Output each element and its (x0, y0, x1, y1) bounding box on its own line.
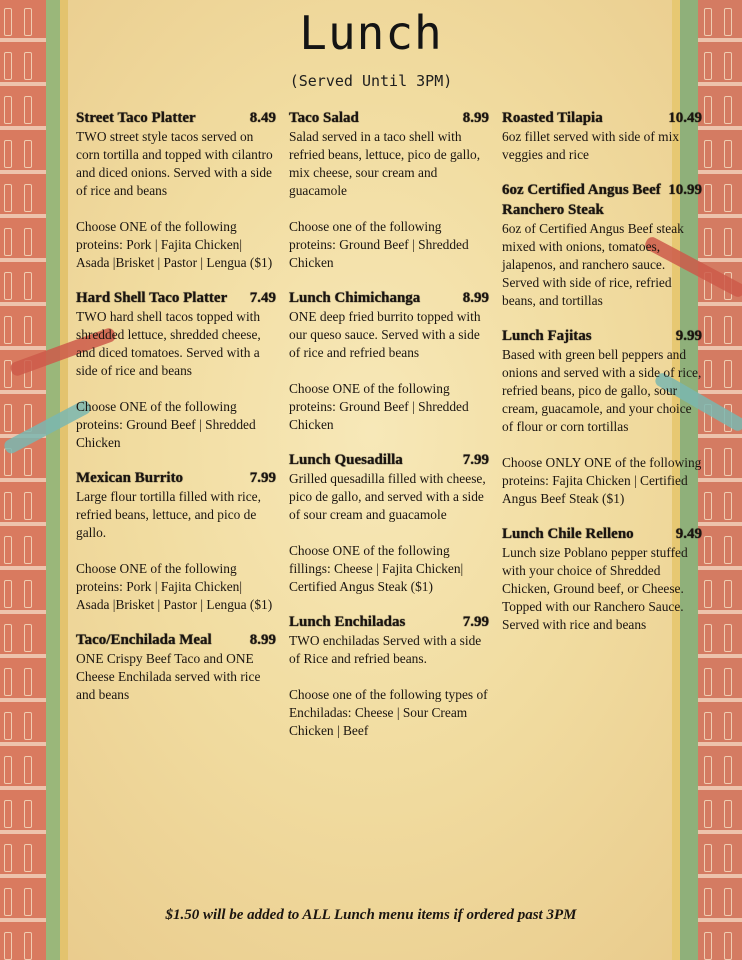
border-tick (724, 140, 732, 168)
border-bar (0, 126, 46, 130)
border-tick (4, 228, 12, 256)
menu-item-options: Choose one of the following proteins: Ground Beef | Shredded Chicken (289, 219, 469, 270)
border-tick (4, 844, 12, 872)
border-tick (4, 624, 12, 652)
menu-item-header (76, 468, 276, 488)
menu-item (289, 450, 489, 596)
menu-item-price: 8.99 (249, 632, 276, 648)
border-bar (0, 478, 46, 482)
border-tick (724, 448, 732, 476)
border-bar (698, 258, 742, 262)
menu-item-header (289, 612, 489, 632)
menu-item-options: Choose ONE of the following proteins: Ground Beef | Shredded Chicken (76, 399, 256, 450)
menu-item-price: 8.99 (462, 110, 489, 126)
border-tick (704, 756, 712, 784)
border-bar (698, 654, 742, 658)
menu-item (76, 468, 276, 614)
border-tick (24, 756, 32, 784)
border-bar (698, 786, 742, 790)
menu-item-price: 7.99 (249, 470, 276, 486)
border-tick (724, 844, 732, 872)
menu-item-description: Lunch size Poblano pepper stuffed with your choice of Shredded Chicken, Ground beef, or Cheese. Topped with our Ranchero Sauce. Served with rice and beans (502, 545, 688, 632)
page-subtitle: (Served Until 3PM) (289, 72, 453, 90)
menu-item-price: 8.99 (462, 290, 489, 306)
border-bar (0, 214, 46, 218)
left-green-stripe (46, 0, 60, 960)
border-tick (704, 668, 712, 696)
border-bar (0, 302, 46, 306)
border-tick (24, 580, 32, 608)
border-tick (724, 580, 732, 608)
menu-item (502, 326, 702, 508)
border-tick (704, 360, 712, 388)
menu-item (76, 288, 276, 452)
border-tick (724, 712, 732, 740)
border-bar (0, 522, 46, 526)
border-tick (4, 96, 12, 124)
menu-item-price: 9.49 (675, 526, 702, 542)
border-tick (24, 492, 32, 520)
border-tick (704, 536, 712, 564)
border-bar (0, 566, 46, 570)
border-tick (724, 228, 732, 256)
border-tick (704, 712, 712, 740)
border-bar (698, 742, 742, 746)
menu-item-name: Hard Shell Taco Platter (76, 290, 228, 306)
border-tick (704, 96, 712, 124)
page-title: Lunch (299, 6, 443, 60)
border-bar (698, 434, 742, 438)
border-tick (4, 536, 12, 564)
menu-column-3 (502, 108, 702, 650)
border-tick (724, 624, 732, 652)
menu-item-price: 9.99 (675, 328, 702, 344)
menu-item-name: 6oz Certified Angus Beef Ranchero Steak (502, 182, 661, 218)
menu-item (502, 524, 702, 634)
menu-item-header (502, 326, 702, 346)
menu-item-header (502, 180, 702, 220)
menu-item-price: 8.49 (249, 110, 276, 126)
menu-item-name: Taco Salad (289, 110, 359, 126)
border-tick (704, 316, 712, 344)
border-tick (24, 184, 32, 212)
border-tick (4, 668, 12, 696)
menu-column-1 (76, 108, 276, 720)
border-tick (4, 492, 12, 520)
border-tick (4, 184, 12, 212)
menu-item-description: Large flour tortilla filled with rice, refried beans, lettuce, and pico de gallo. (76, 489, 261, 540)
border-bar (698, 390, 742, 394)
menu-item-description: Grilled quesadilla filled with cheese, pico de gallo, and served with a side of sour cream and guacamole (289, 471, 486, 522)
border-tick (724, 184, 732, 212)
border-bar (0, 654, 46, 658)
menu-item-header (76, 288, 276, 308)
menu-item-description: ONE deep fried burrito topped with our queso sauce. Served with a side of rice and refried beans (289, 309, 481, 360)
menu-item-header (289, 108, 489, 128)
left-gold-stripe (60, 0, 68, 960)
menu-item-header (76, 630, 276, 650)
menu-column-2 (289, 108, 489, 756)
menu-item-description: ONE Crispy Beef Taco and ONE Cheese Enchilada served with rice and beans (76, 651, 261, 702)
menu-item-name: Roasted Tilapia (502, 110, 603, 126)
border-tick (4, 316, 12, 344)
border-bar (0, 830, 46, 834)
menu-item-header (502, 108, 702, 128)
border-bar (698, 346, 742, 350)
menu-item-description: Based with green bell peppers and onions and served with a side of rice, refried beans, pico de gallo, sour cream, guacamole, and your choice of flour or corn tortillas (502, 347, 702, 434)
border-bar (698, 610, 742, 614)
border-tick (704, 800, 712, 828)
border-tick (704, 140, 712, 168)
border-tick (724, 316, 732, 344)
menu-item-options: Choose ONE of the following proteins: Pork | Fajita Chicken| Asada |Brisket | Pastor | Lengua ($1) (76, 561, 273, 612)
border-tick (724, 492, 732, 520)
border-tick (724, 932, 732, 960)
menu-item (502, 180, 702, 310)
menu-item-price: 7.49 (249, 290, 276, 306)
border-tick (724, 800, 732, 828)
border-tick (724, 756, 732, 784)
menu-item-description: TWO street style tacos served on corn tortilla and topped with cilantro and diced onions. Served with a side of rice and beans (76, 129, 273, 198)
border-tick (724, 360, 732, 388)
menu-item-price: 7.99 (462, 614, 489, 630)
border-tick (24, 624, 32, 652)
border-bar (0, 786, 46, 790)
border-tick (704, 624, 712, 652)
border-tick (24, 800, 32, 828)
menu-item-options: Choose one of the following types of Enchiladas: Cheese | Sour Cream Chicken | Beef (289, 687, 488, 738)
border-tick (4, 272, 12, 300)
border-tick (4, 932, 12, 960)
menu-item-description: TWO hard shell tacos topped with shredded lettuce, shredded cheese, and diced tomatoes. Served with a side of rice and beans (76, 309, 261, 378)
border-tick (24, 316, 32, 344)
menu-item-name: Lunch Quesadilla (289, 452, 403, 468)
menu-item-name: Lunch Chile Relleno (502, 526, 634, 542)
menu-item-options: Choose ONE of the following proteins: Ground Beef | Shredded Chicken (289, 381, 469, 432)
menu-item-options: Choose ONE of the following fillings: Cheese | Fajita Chicken| Certified Angus Steak ($1) (289, 543, 464, 594)
border-tick (4, 756, 12, 784)
menu-item-options: Choose ONE of the following proteins: Pork | Fajita Chicken| Asada |Brisket | Pastor | Lengua ($1) (76, 219, 273, 270)
border-bar (0, 346, 46, 350)
border-bar (698, 698, 742, 702)
border-tick (24, 272, 32, 300)
border-tick (4, 800, 12, 828)
border-tick (724, 668, 732, 696)
menu-item-header (289, 288, 489, 308)
menu-item-name: Mexican Burrito (76, 470, 184, 486)
border-bar (698, 302, 742, 306)
border-tick (4, 140, 12, 168)
border-tick (704, 228, 712, 256)
border-tick (24, 228, 32, 256)
border-tick (24, 96, 32, 124)
border-tick (4, 580, 12, 608)
menu-item-description: Salad served in a taco shell with refried beans, lettuce, pico de gallo, mix cheese, sour cream and guacamole (289, 129, 481, 198)
menu-item (502, 108, 702, 164)
menu-item (289, 288, 489, 434)
border-tick (24, 668, 32, 696)
border-tick (724, 96, 732, 124)
border-tick (24, 448, 32, 476)
border-tick (24, 140, 32, 168)
border-tick (704, 184, 712, 212)
border-tick (24, 712, 32, 740)
border-tick (704, 580, 712, 608)
border-bar (698, 566, 742, 570)
menu-item-name: Lunch Fajitas (502, 328, 592, 344)
border-tick (704, 932, 712, 960)
border-tick (704, 844, 712, 872)
border-bar (698, 874, 742, 878)
border-tick (4, 712, 12, 740)
menu-item-name: Taco/Enchilada Meal (76, 632, 212, 648)
menu-item (289, 612, 489, 740)
menu-item-price: 10.99 (668, 182, 702, 198)
surcharge-note: $1.50 will be added to ALL Lunch menu items if ordered past 3PM (165, 907, 577, 923)
menu-item (289, 108, 489, 272)
border-bar (698, 126, 742, 130)
menu-item (76, 108, 276, 272)
border-tick (24, 932, 32, 960)
menu-item-description: 6oz of Certified Angus Beef steak mixed with onions, tomatoes, jalapenos, and ranchero sauce. Served with side of rice, refried beans, and tortillas (502, 221, 684, 308)
border-tick (4, 404, 12, 432)
border-bar (0, 170, 46, 174)
border-bar (698, 478, 742, 482)
border-tick (24, 536, 32, 564)
border-bar (0, 874, 46, 878)
border-bar (0, 390, 46, 394)
menu-item-price: 10.49 (668, 110, 702, 126)
border-bar (698, 522, 742, 526)
menu-item-name: Lunch Enchiladas (289, 614, 406, 630)
border-tick (24, 844, 32, 872)
border-bar (0, 258, 46, 262)
menu-item (76, 630, 276, 704)
border-bar (698, 170, 742, 174)
border-tick (724, 536, 732, 564)
border-bar (0, 610, 46, 614)
menu-item-header (289, 450, 489, 470)
menu-item-name: Lunch Chimichanga (289, 290, 421, 306)
border-bar (698, 830, 742, 834)
border-tick (704, 448, 712, 476)
border-bar (0, 742, 46, 746)
border-bar (0, 698, 46, 702)
menu-item-price: 7.99 (462, 452, 489, 468)
menu-item-header (502, 524, 702, 544)
menu-item-header (76, 108, 276, 128)
menu-item-description: 6oz fillet served with side of mix veggies and rice (502, 129, 680, 162)
border-tick (704, 492, 712, 520)
border-bar (698, 214, 742, 218)
menu-item-name: Street Taco Platter (76, 110, 196, 126)
menu-item-description: TWO enchiladas Served with a side of Rice and refried beans. (289, 633, 482, 666)
menu-item-options: Choose ONLY ONE of the following proteins: Fajita Chicken | Certified Angus Beef Steak ($1) (502, 455, 702, 506)
